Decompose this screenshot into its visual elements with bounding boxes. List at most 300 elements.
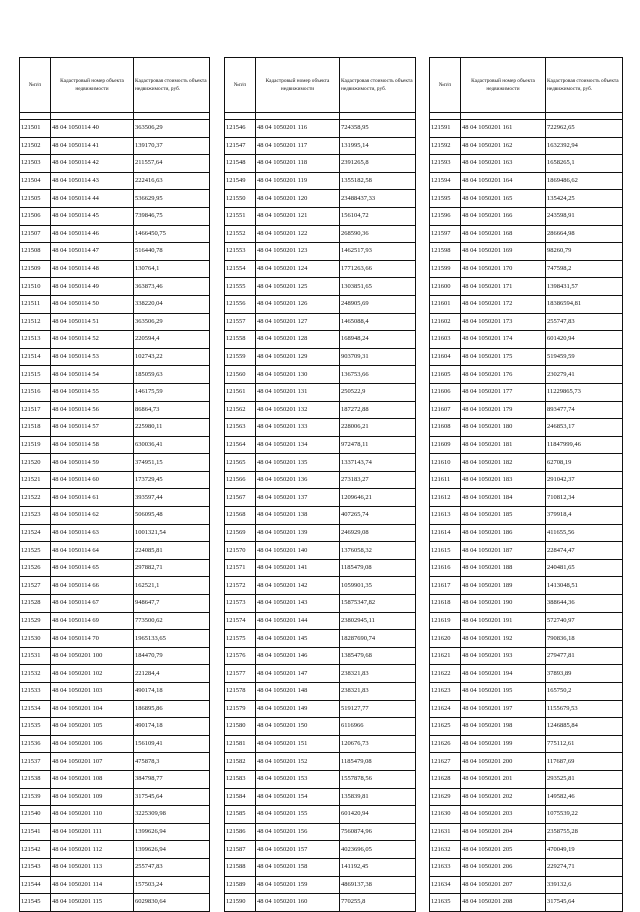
cadastral-value: 255747,83 (134, 858, 210, 876)
cadastral-number: 48 04 1050201 137 (256, 489, 340, 507)
row-number: 121602 (430, 313, 461, 331)
row-number: 121511 (20, 295, 51, 313)
cadastral-number: 48 04 1050201 126 (256, 295, 340, 313)
row-number: 121526 (20, 559, 51, 577)
table-row (225, 595, 416, 613)
row-number: 121595 (430, 190, 461, 208)
row-number: 121624 (430, 700, 461, 718)
row-number: 121501 (20, 120, 51, 138)
row-number: 121517 (20, 401, 51, 419)
cadastral-number: 48 04 1050114 54 (51, 366, 134, 384)
cadastral-value: 1462517,93 (340, 243, 416, 261)
row-number: 121557 (225, 313, 256, 331)
row-number: 121532 (20, 665, 51, 683)
cadastral-number: 48 04 1050201 163 (461, 155, 546, 173)
cadastral-value: 1465088,4 (340, 313, 416, 331)
cadastral-value: 948647,7 (134, 595, 210, 613)
cadastral-number: 48 04 1050114 47 (51, 243, 134, 261)
row-number: 121590 (225, 894, 256, 912)
cadastral-number: 48 04 1050201 175 (461, 348, 546, 366)
cadastral-number: 48 04 1050201 153 (256, 770, 340, 788)
row-number: 121574 (225, 612, 256, 630)
cadastral-value: 407265,74 (340, 507, 416, 525)
table-row (20, 788, 210, 806)
cadastral-value: 243598,91 (546, 207, 623, 225)
cadastral-number: 48 04 1050201 190 (461, 595, 546, 613)
cadastral-value: 286664,98 (546, 225, 623, 243)
cadastral-value: 23488437,33 (340, 190, 416, 208)
cadastral-number: 48 04 1050201 152 (256, 753, 340, 771)
cadastral-value: 519127,77 (340, 700, 416, 718)
cadastral-value: 490174,18 (134, 683, 210, 701)
row-number: 121614 (430, 524, 461, 542)
table-row (20, 612, 210, 630)
table-row (430, 577, 623, 595)
cadastral-value: 184470,79 (134, 647, 210, 665)
row-number: 121617 (430, 577, 461, 595)
table-row (430, 806, 623, 824)
table-row (430, 383, 623, 401)
cadastral-number: 48 04 1050201 204 (461, 823, 546, 841)
cadastral-number: 48 04 1050201 198 (461, 718, 546, 736)
row-number: 121548 (225, 155, 256, 173)
cadastral-number: 48 04 1050201 208 (461, 894, 546, 912)
table-row (430, 436, 623, 454)
row-number: 121559 (225, 348, 256, 366)
row-number: 121603 (430, 331, 461, 349)
cadastral-number: 48 04 1050201 113 (51, 858, 134, 876)
cadastral-value: 135424,25 (546, 190, 623, 208)
table-row (225, 331, 416, 349)
cadastral-number: 48 04 1050201 187 (461, 542, 546, 560)
row-number: 121551 (225, 207, 256, 225)
table-row (20, 454, 210, 472)
cadastral-number: 48 04 1050201 131 (256, 383, 340, 401)
cadastral-value: 165750,2 (546, 683, 623, 701)
table-row (430, 260, 623, 278)
row-number: 121616 (430, 559, 461, 577)
cadastral-number: 48 04 1050201 180 (461, 419, 546, 437)
cadastral-number: 48 04 1050201 103 (51, 683, 134, 701)
table-row (225, 753, 416, 771)
cadastral-number: 48 04 1050201 191 (461, 612, 546, 630)
cadastral-value: 630036,41 (134, 436, 210, 454)
table-row (225, 454, 416, 472)
cadastral-number: 48 04 1050201 170 (461, 260, 546, 278)
table-row (225, 876, 416, 894)
cadastral-value: 379918,4 (546, 507, 623, 525)
cadastral-value: 1557878,56 (340, 770, 416, 788)
row-number: 121527 (20, 577, 51, 595)
cadastral-number: 48 04 1050201 184 (461, 489, 546, 507)
spacer-cell (256, 113, 340, 120)
row-number: 121544 (20, 876, 51, 894)
row-number: 121585 (225, 806, 256, 824)
cadastral-number: 48 04 1050201 127 (256, 313, 340, 331)
table-row (225, 858, 416, 876)
table-row (225, 612, 416, 630)
cadastral-number: 48 04 1050201 119 (256, 172, 340, 190)
table-row (225, 348, 416, 366)
cadastral-number: 48 04 1050201 107 (51, 753, 134, 771)
cadastral-value: 131995,14 (340, 137, 416, 155)
row-number: 121518 (20, 419, 51, 437)
cadastral-number: 48 04 1050201 206 (461, 858, 546, 876)
table-row (20, 260, 210, 278)
cadastral-number: 48 04 1050201 104 (51, 700, 134, 718)
cadastral-value: 393597,44 (134, 489, 210, 507)
cadastral-value: 141192,45 (340, 858, 416, 876)
row-number: 121540 (20, 806, 51, 824)
table-row (430, 190, 623, 208)
row-number: 121555 (225, 278, 256, 296)
row-number: 121623 (430, 683, 461, 701)
table-row (20, 507, 210, 525)
table-row (430, 823, 623, 841)
cadastral-number: 48 04 1050201 168 (461, 225, 546, 243)
cadastral-value: 516440,78 (134, 243, 210, 261)
table-body (430, 113, 623, 912)
cadastral-value: 228474,47 (546, 542, 623, 560)
cadastral-value: 18386594,81 (546, 295, 623, 313)
table-row (430, 225, 623, 243)
table-row (430, 665, 623, 683)
row-number: 121509 (20, 260, 51, 278)
cadastral-value: 4869137,38 (340, 876, 416, 894)
cadastral-value: 18287690,74 (340, 630, 416, 648)
cadastral-number: 48 04 1050201 189 (461, 577, 546, 595)
cadastral-value: 506095,48 (134, 507, 210, 525)
row-number: 121562 (225, 401, 256, 419)
cadastral-value: 11229865,73 (546, 383, 623, 401)
row-number: 121554 (225, 260, 256, 278)
cadastral-number: 48 04 1050201 200 (461, 753, 546, 771)
cadastral-number: 48 04 1050114 53 (51, 348, 134, 366)
cadastral-value: 221284,4 (134, 665, 210, 683)
row-number: 121612 (430, 489, 461, 507)
cadastral-value: 1001321,54 (134, 524, 210, 542)
row-number: 121507 (20, 225, 51, 243)
table-row (225, 190, 416, 208)
table-row (225, 683, 416, 701)
table-row (20, 841, 210, 859)
cadastral-value: 601420,94 (340, 806, 416, 824)
table-row (225, 243, 416, 261)
table-row (430, 313, 623, 331)
cadastral-number: 48 04 1050201 174 (461, 331, 546, 349)
cadastral-number: 48 04 1050201 158 (256, 858, 340, 876)
table-row (225, 401, 416, 419)
cadastral-value: 1466450,75 (134, 225, 210, 243)
table-row (225, 735, 416, 753)
cadastral-value: 1155679,53 (546, 700, 623, 718)
cadastral-number: 48 04 1050201 135 (256, 454, 340, 472)
row-number: 121543 (20, 858, 51, 876)
cadastral-number: 48 04 1050201 148 (256, 683, 340, 701)
header-cadastral-number: Кадастровый номер объекта недвижимости (256, 58, 340, 113)
table-row (20, 542, 210, 560)
cadastral-value: 470049,19 (546, 841, 623, 859)
table-row (20, 876, 210, 894)
row-number: 121564 (225, 436, 256, 454)
row-number: 121576 (225, 647, 256, 665)
table-row (430, 243, 623, 261)
table-row (20, 595, 210, 613)
cadastral-number: 48 04 1050201 134 (256, 436, 340, 454)
cadastral-value: 173729,45 (134, 471, 210, 489)
spacer-cell (134, 113, 210, 120)
table-row (20, 313, 210, 331)
cadastral-value: 273183,27 (340, 471, 416, 489)
header-num: №п/п (20, 58, 51, 113)
cadastral-value: 156104,72 (340, 207, 416, 225)
table-row (225, 542, 416, 560)
table-row (20, 331, 210, 349)
row-number: 121542 (20, 841, 51, 859)
cadastral-value: 120676,73 (340, 735, 416, 753)
cadastral-value: 739846,75 (134, 207, 210, 225)
table-row (225, 700, 416, 718)
cadastral-number: 48 04 1050201 122 (256, 225, 340, 243)
table-row (20, 489, 210, 507)
cadastral-value: 1075539,22 (546, 806, 623, 824)
cadastral-number: 48 04 1050201 185 (461, 507, 546, 525)
cadastral-number: 48 04 1050201 169 (461, 243, 546, 261)
row-number: 121572 (225, 577, 256, 595)
cadastral-value: 317545,64 (546, 894, 623, 912)
cadastral-value: 339132,6 (546, 876, 623, 894)
row-number: 121596 (430, 207, 461, 225)
cadastral-value: 1376058,32 (340, 542, 416, 560)
table-row (430, 858, 623, 876)
cadastral-number: 48 04 1050114 55 (51, 383, 134, 401)
table-row (430, 454, 623, 472)
table-row (20, 207, 210, 225)
cadastral-number: 48 04 1050114 44 (51, 190, 134, 208)
table-row (20, 647, 210, 665)
table-row (430, 647, 623, 665)
table-row (225, 155, 416, 173)
row-number: 121505 (20, 190, 51, 208)
table-row (20, 718, 210, 736)
cadastral-number: 48 04 1050114 41 (51, 137, 134, 155)
row-number: 121521 (20, 471, 51, 489)
table-row (20, 858, 210, 876)
row-number: 121549 (225, 172, 256, 190)
cadastral-value: 228006,21 (340, 419, 416, 437)
row-number: 121613 (430, 507, 461, 525)
cadastral-value: 156109,41 (134, 735, 210, 753)
row-number: 121533 (20, 683, 51, 701)
cadastral-number: 48 04 1050201 124 (256, 260, 340, 278)
row-number: 121631 (430, 823, 461, 841)
cadastral-number: 48 04 1050201 109 (51, 788, 134, 806)
cadastral-value: 229274,71 (546, 858, 623, 876)
cadastral-number: 48 04 1050201 179 (461, 401, 546, 419)
table-row (20, 630, 210, 648)
cadastral-number: 48 04 1050201 188 (461, 559, 546, 577)
cadastral-number: 48 04 1050201 141 (256, 559, 340, 577)
cadastral-number: 48 04 1050201 202 (461, 788, 546, 806)
table-row (430, 331, 623, 349)
table-row (225, 718, 416, 736)
row-number: 121597 (430, 225, 461, 243)
row-number: 121534 (20, 700, 51, 718)
row-number: 121587 (225, 841, 256, 859)
table-body (20, 113, 210, 912)
spacer-cell (340, 113, 416, 120)
row-number: 121615 (430, 542, 461, 560)
table-row (430, 559, 623, 577)
cadastral-number: 48 04 1050201 164 (461, 172, 546, 190)
cadastral-number: 48 04 1050201 201 (461, 770, 546, 788)
table-row (225, 295, 416, 313)
cadastral-number: 48 04 1050201 145 (256, 630, 340, 648)
cadastral-value: 4023696,05 (340, 841, 416, 859)
header-cadastral-value: Кадастровая стоимость объекта недвижимости, руб. (546, 58, 623, 113)
cadastral-value: 2391265,8 (340, 155, 416, 173)
row-number: 121514 (20, 348, 51, 366)
cadastral-value: 117687,69 (546, 753, 623, 771)
table-body (225, 113, 416, 912)
table-row (225, 313, 416, 331)
cadastral-value: 724358,95 (340, 120, 416, 138)
table-row (20, 770, 210, 788)
row-number: 121513 (20, 331, 51, 349)
row-number: 121588 (225, 858, 256, 876)
table-row (430, 419, 623, 437)
cadastral-number: 48 04 1050201 115 (51, 894, 134, 912)
cadastral-value: 2358755,28 (546, 823, 623, 841)
table-row (430, 683, 623, 701)
cadastral-number: 48 04 1050201 146 (256, 647, 340, 665)
cadastral-number: 48 04 1050201 182 (461, 454, 546, 472)
cadastral-number: 48 04 1050201 133 (256, 419, 340, 437)
table-row (20, 577, 210, 595)
cadastral-number: 48 04 1050201 205 (461, 841, 546, 859)
cadastral-number: 48 04 1050201 142 (256, 577, 340, 595)
cadastral-value: 250522,9 (340, 383, 416, 401)
cadastral-number: 48 04 1050201 172 (461, 295, 546, 313)
row-number: 121565 (225, 454, 256, 472)
cadastral-number: 48 04 1050201 154 (256, 788, 340, 806)
cadastral-value: 6116966 (340, 718, 416, 736)
table-row (430, 630, 623, 648)
table-row (430, 735, 623, 753)
table-row (225, 806, 416, 824)
cadastral-number: 48 04 1050201 100 (51, 647, 134, 665)
table-row (225, 278, 416, 296)
row-number: 121524 (20, 524, 51, 542)
row-number: 121556 (225, 295, 256, 313)
cadastral-value: 248905,69 (340, 295, 416, 313)
table-row (430, 788, 623, 806)
header-cadastral-value: Кадастровая стоимость объекта недвижимости, руб. (134, 58, 210, 113)
cadastral-number: 48 04 1050114 50 (51, 295, 134, 313)
cadastral-number: 48 04 1050201 105 (51, 718, 134, 736)
row-number: 121632 (430, 841, 461, 859)
row-number: 121558 (225, 331, 256, 349)
table-row (430, 595, 623, 613)
cadastral-number: 48 04 1050201 123 (256, 243, 340, 261)
cadastral-number: 48 04 1050114 43 (51, 172, 134, 190)
header-cadastral-value: Кадастровая стоимость объекта недвижимости, руб. (340, 58, 416, 113)
table-row (430, 542, 623, 560)
table-row (20, 524, 210, 542)
row-number: 121622 (430, 665, 461, 683)
cadastral-number: 48 04 1050201 144 (256, 612, 340, 630)
cadastral-value: 770255,8 (340, 894, 416, 912)
row-number: 121633 (430, 858, 461, 876)
spacer-cell (430, 113, 461, 120)
cadastral-number: 48 04 1050114 63 (51, 524, 134, 542)
row-number: 121600 (430, 278, 461, 296)
table-row (20, 401, 210, 419)
row-number: 121609 (430, 436, 461, 454)
table-row (225, 507, 416, 525)
row-number: 121519 (20, 436, 51, 454)
cadastral-value: 238321,83 (340, 665, 416, 683)
cadastral-number: 48 04 1050114 66 (51, 577, 134, 595)
cadastral-value: 222416,63 (134, 172, 210, 190)
table-row (430, 770, 623, 788)
table-row (20, 137, 210, 155)
table-row (430, 366, 623, 384)
row-number: 121566 (225, 471, 256, 489)
cadastral-value: 136753,66 (340, 366, 416, 384)
cadastral-number: 48 04 1050201 150 (256, 718, 340, 736)
table-row (430, 524, 623, 542)
cadastral-value: 1399626,94 (134, 823, 210, 841)
cadastral-value: 224085,81 (134, 542, 210, 560)
table-row (430, 700, 623, 718)
table-row (20, 419, 210, 437)
row-number: 121515 (20, 366, 51, 384)
table-row (225, 225, 416, 243)
cadastral-value: 62708,19 (546, 454, 623, 472)
row-number: 121635 (430, 894, 461, 912)
cadastral-number: 48 04 1050201 147 (256, 665, 340, 683)
table-header-row (430, 58, 623, 113)
cadastral-value: 3225309,98 (134, 806, 210, 824)
cadastral-number: 48 04 1050201 130 (256, 366, 340, 384)
row-number: 121581 (225, 735, 256, 753)
cadastral-number: 48 04 1050201 129 (256, 348, 340, 366)
cadastral-number: 48 04 1050201 121 (256, 207, 340, 225)
cadastral-value: 773500,62 (134, 612, 210, 630)
cadastral-value: 162521,1 (134, 577, 210, 595)
cadastral-number: 48 04 1050201 156 (256, 823, 340, 841)
cadastral-value: 7560874,96 (340, 823, 416, 841)
cadastral-number: 48 04 1050201 118 (256, 155, 340, 173)
cadastral-value: 1355182,58 (340, 172, 416, 190)
cadastral-number: 48 04 1050201 183 (461, 471, 546, 489)
cadastral-number: 48 04 1050201 151 (256, 735, 340, 753)
cadastral-number: 48 04 1050114 51 (51, 313, 134, 331)
row-number: 121506 (20, 207, 51, 225)
cadastral-value: 388644,36 (546, 595, 623, 613)
table-row (225, 207, 416, 225)
cadastral-value: 86864,73 (134, 401, 210, 419)
table-row (225, 419, 416, 437)
table-row (225, 577, 416, 595)
row-number: 121627 (430, 753, 461, 771)
cadastral-value: 1869486,62 (546, 172, 623, 190)
cadastral-value: 225980,11 (134, 419, 210, 437)
row-number: 121537 (20, 753, 51, 771)
cadastral-number: 48 04 1050201 203 (461, 806, 546, 824)
table-row (430, 753, 623, 771)
